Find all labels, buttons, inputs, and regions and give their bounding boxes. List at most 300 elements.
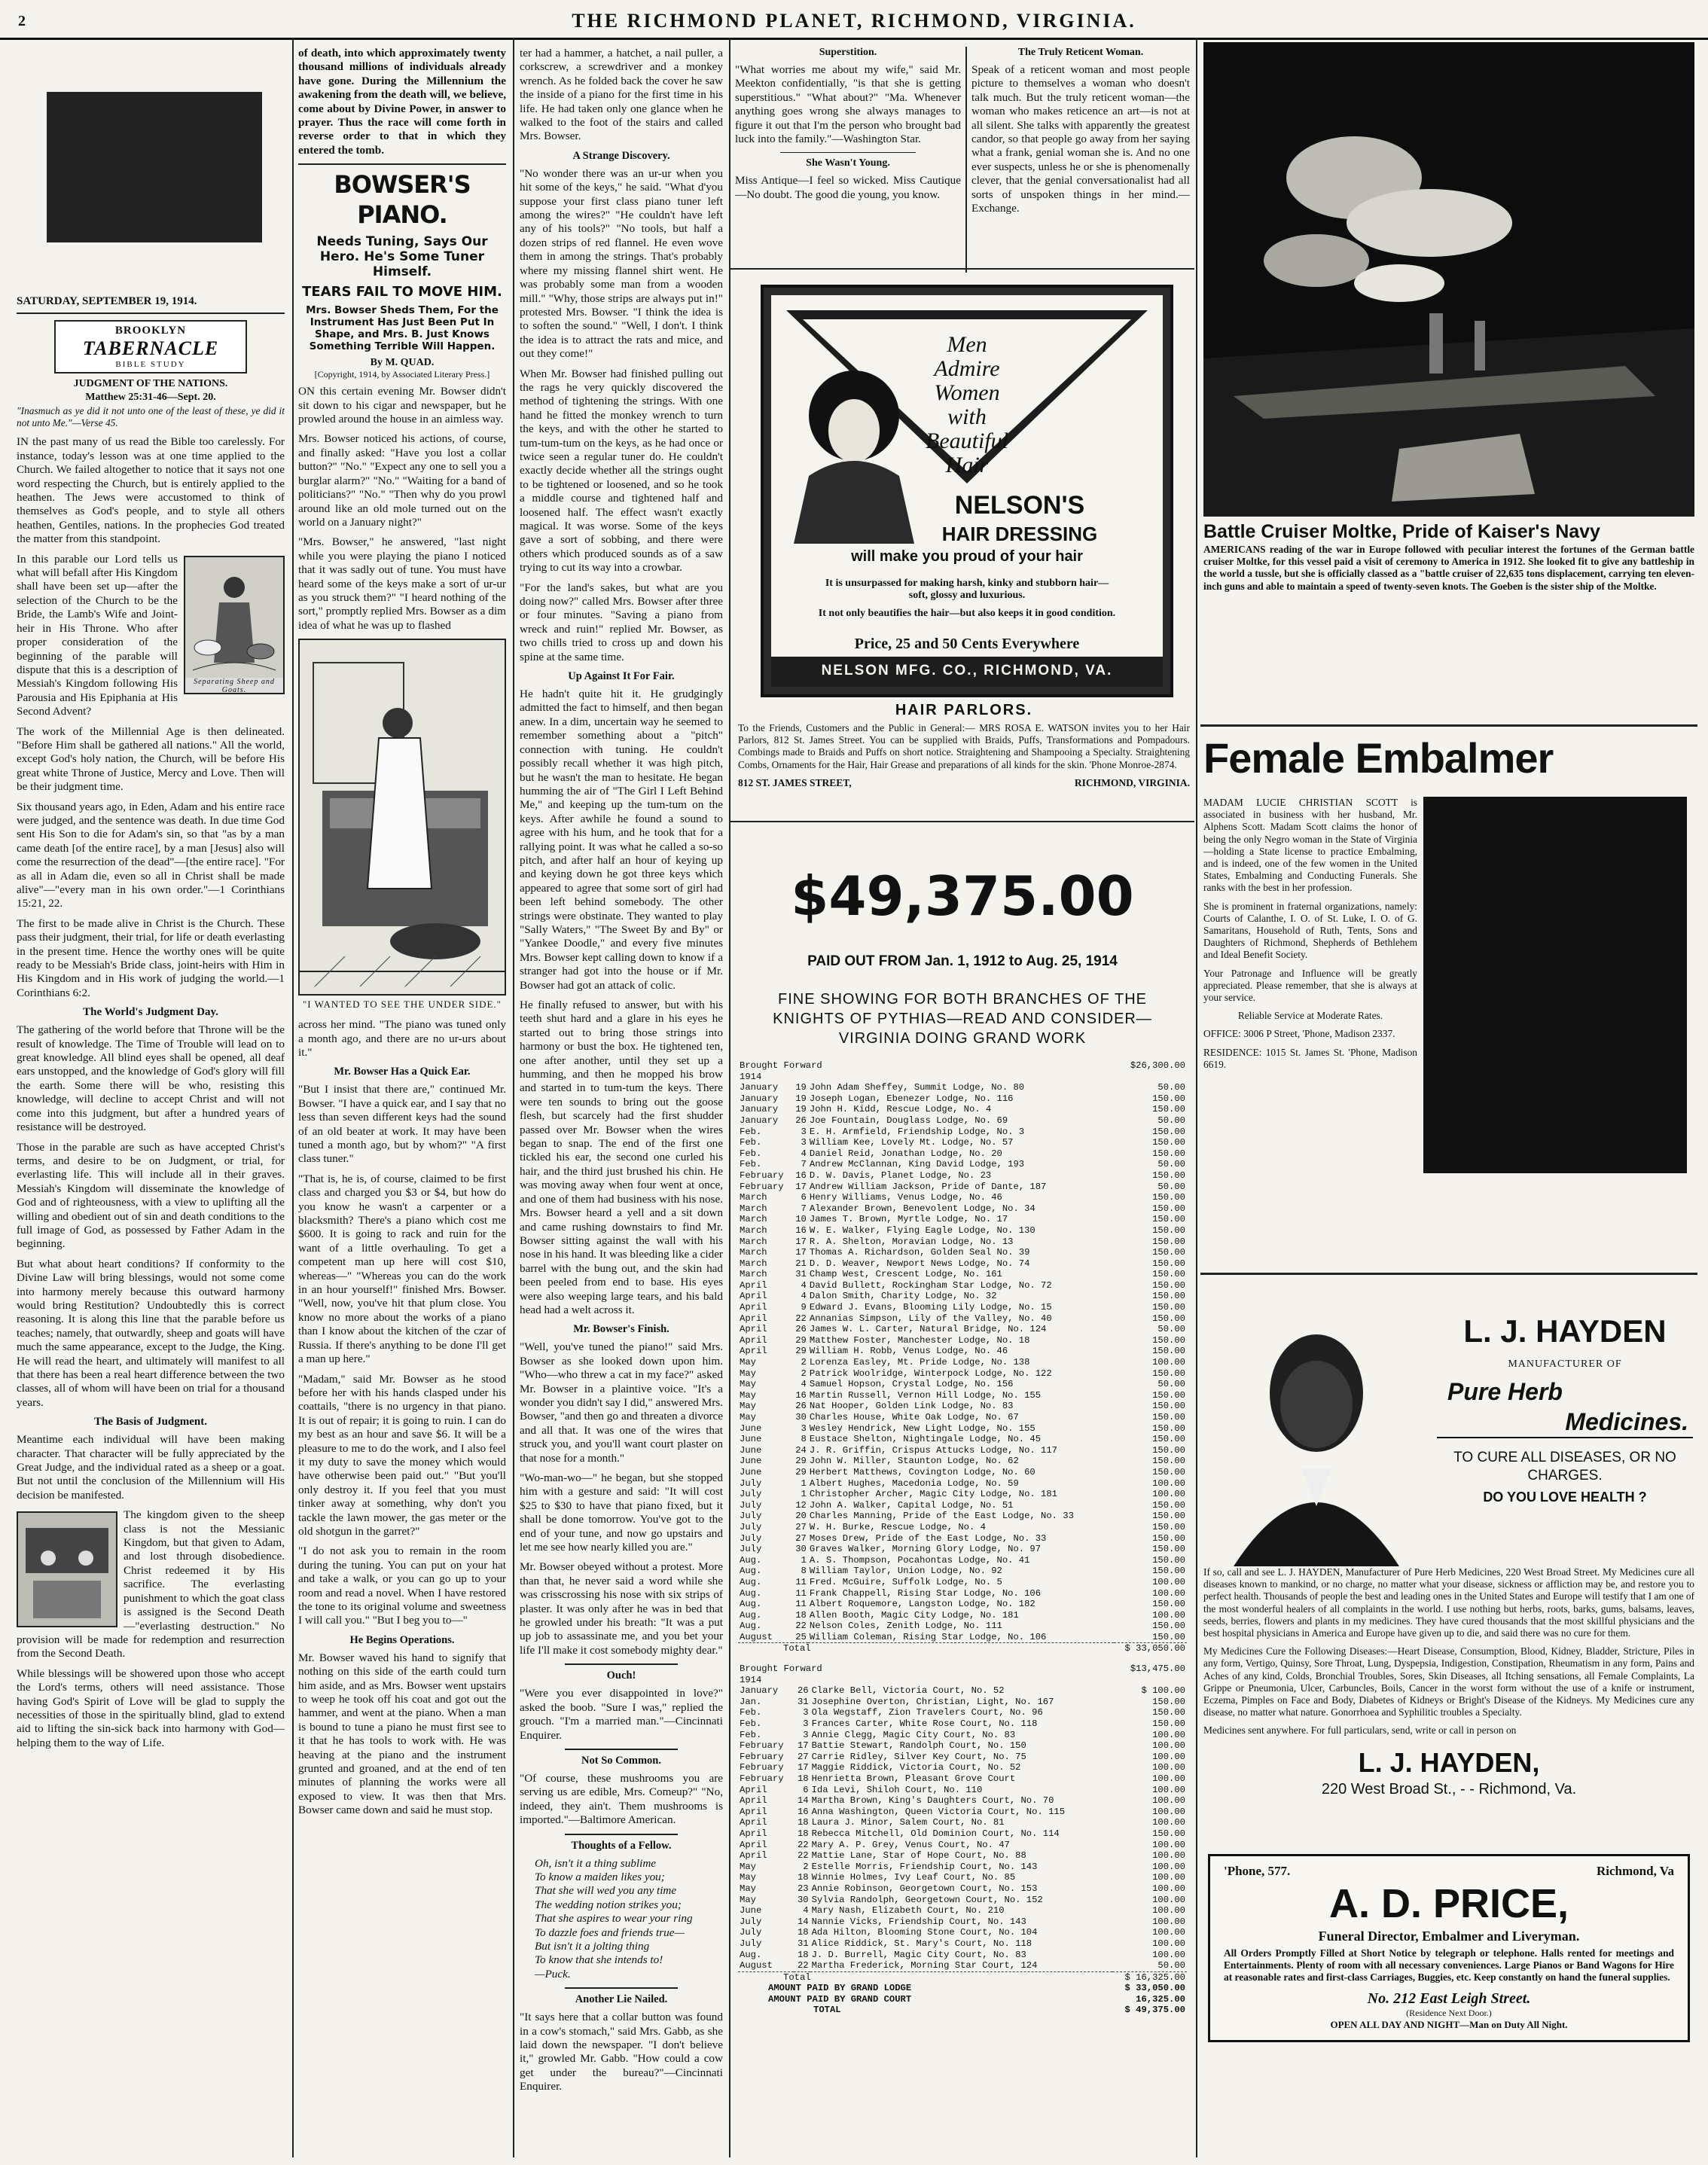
lodge-month: Aug. <box>740 1621 762 1632</box>
lodge-amount: 150.00 <box>1152 1214 1185 1225</box>
court-entry: Laura J. Minor, Salem Court, No. 81 <box>811 1817 1005 1828</box>
price-funeral-ad <box>1208 1854 1690 2042</box>
lodge-month: July <box>740 1489 762 1500</box>
sermon-paragraph: The gathering of the world before that Throne will be the result of knowledge. The Time of Trouble will lead on to great knowledge. All blind eyes shall be opened, all deaf ears unstopped, and the knowledge of God's glory will fill the earth. Some there will be who, resisting this knowledge, will decline to accept Christ and will not come into this judgment, but after a hundred years of resistance will be destroyed. <box>17 1023 285 1134</box>
lodge-month: Feb. <box>740 1148 762 1159</box>
court-entry: Mary Nash, Elizabeth Court, No. 210 <box>811 1905 1005 1916</box>
section-heading: The Basis of Judgment. <box>93 1416 208 1429</box>
masthead <box>0 0 1708 40</box>
lodge-day: 2 <box>801 1368 807 1379</box>
lodge-day: 3 <box>801 1126 807 1137</box>
lodge-month: May <box>740 1357 756 1368</box>
lodge-day: 19 <box>795 1093 807 1104</box>
section-heading: Thoughts of a Fellow. <box>571 1839 672 1852</box>
lodge-entry: Patrick Woolridge, Winterpock Lodge, No. 122 <box>809 1368 1052 1379</box>
article-deck: Needs Tuning, Says Our Hero. He's Some Tuner Himself. <box>316 234 488 280</box>
lodge-entry: John A. Walker, Capital Lodge, No. 51 <box>809 1499 1014 1511</box>
lodge-day: 11 <box>795 1599 807 1610</box>
ledger-forward-row <box>738 1060 1187 1072</box>
lodge-entry: Dalon Smith, Charity Lodge, No. 32 <box>809 1291 997 1302</box>
divider <box>565 1987 678 1989</box>
court-entry: Annie Clegg, Magic City Court, No. 83 <box>811 1729 1016 1740</box>
lodge-entry: Eustace Shelton, Nightingale Lodge, No. 45 <box>809 1434 1042 1445</box>
lodge-entry: Graves Walker, Morning Glory Lodge, No. 97 <box>809 1544 1042 1555</box>
court-month: February <box>740 1740 784 1752</box>
lodge-amount: 100.00 <box>1152 1609 1185 1621</box>
lodge-day: 20 <box>795 1511 807 1522</box>
court-amount: 100.00 <box>1152 1850 1185 1862</box>
court-entry: Josephine Overton, Christian, Light, No. 167 <box>811 1696 1054 1707</box>
article-paragraph: "For the land's sakes, but what are you doing now?" called Mrs. Bowser after three or four minutes. "Saving a piano from wreck and ruin!" replied Mr. Bowser, as two chills tried to cross up and down his spine at the same time. <box>520 581 723 663</box>
lodge-day: 16 <box>795 1224 807 1236</box>
lodge-entry: Charles Manning, Pride of the East Lodge, No. 33 <box>809 1511 1074 1522</box>
lodge-amount: 150.00 <box>1152 1521 1185 1532</box>
lodge-entry: William Taylor, Union Lodge, No. 92 <box>809 1566 1002 1577</box>
column-rule <box>1196 38 1197 2157</box>
hayden-name: L. J. HAYDEN <box>1463 1313 1667 1349</box>
lodge-row <box>738 1148 1187 1160</box>
sermon-paragraph: Six thousand years ago, in Eden, Adam and his entire race were judged, and the sentence was death. In due time God sent His Son to die for Adam's sin, so that "as by a man came death [of the entire race], by a man [Jesus] also will come the resurrection of the dead"—[the entire race]. "For as all in Adam die, even so all in Christ shall be made alive"—"every man in his own order."—1 Corinthians 15:21, 22. <box>17 800 285 910</box>
lodge-entry: R. A. Shelton, Moravian Lodge, No. 13 <box>809 1236 1014 1247</box>
lodge-row <box>738 1511 1187 1522</box>
lodge-row <box>738 1357 1187 1368</box>
lodge-row <box>738 1280 1187 1291</box>
lodge-amount: 150.00 <box>1152 1412 1185 1422</box>
illustration-caption: Separating Sheep and Goats. <box>194 677 275 694</box>
notice-address: 812 ST. JAMES STREET, <box>738 776 852 788</box>
lodge-row <box>738 1621 1187 1632</box>
lodge-amount: 100.00 <box>1152 1576 1185 1587</box>
lodge-entry: Herbert Matthews, Covington Lodge, No. 60 <box>809 1466 1035 1477</box>
lodge-month: January <box>740 1093 779 1104</box>
court-amount: 100.00 <box>1152 1916 1185 1927</box>
court-entry: Alice Riddick, St. Mary's Court, No. 118 <box>811 1938 1032 1949</box>
ledger-total-amount: $ 16,325.00 <box>1124 1971 1185 1983</box>
lodge-day: 16 <box>795 1389 807 1401</box>
court-month: April <box>740 1828 767 1839</box>
court-row <box>738 1740 1187 1752</box>
lodge-entry: Charles House, White Oak Lodge, No. 67 <box>809 1412 1019 1422</box>
nelson-hair-ad <box>761 285 1173 697</box>
court-day: 16 <box>797 1806 809 1817</box>
lodge-amount: 150.00 <box>1152 1599 1185 1610</box>
court-day: 22 <box>797 1850 809 1862</box>
column-rule <box>729 38 730 2157</box>
grand-lodge-amount: $ 33,050.00 <box>1124 1983 1185 1994</box>
lodge-month: July <box>740 1477 762 1489</box>
section-heading: Ouch! <box>606 1669 636 1682</box>
ad-company: NELSON MFG. CO., RICHMOND, VA. <box>821 663 1113 678</box>
court-day: 14 <box>797 1916 809 1927</box>
court-entry: Ola Wegstaff, Zion Travelers Court, No. 96 <box>811 1707 1043 1718</box>
lodge-month: January <box>740 1082 779 1093</box>
bottom-illustration <box>17 1511 117 1627</box>
lodge-amount: 150.00 <box>1152 1389 1185 1401</box>
sheep-goats-illustration <box>184 556 285 694</box>
court-row <box>738 1697 1187 1708</box>
sermon-paragraph: Those in the parable are such as have accepted Christ's terms, and desire to be on Judgment, or trial, for everlasting life. This will include all in their graves. Messiah's Kingdom will disseminate the knowledge of God and of righteousness, with a view to uplifting all the willing and obedient out of sin and death conditions to the full image of God, as possessed by Father Adam in the beginning. <box>17 1140 285 1251</box>
lodge-entry: A. S. Thompson, Pocahontas Lodge, No. 41 <box>809 1554 1030 1566</box>
court-entry: Martha Brown, King's Daughters Court, No. 70 <box>811 1795 1054 1807</box>
lodge-month: June <box>740 1434 762 1445</box>
section-heading: A Strange Discovery. <box>572 149 670 162</box>
lodge-day: 7 <box>801 1203 807 1214</box>
lodge-day: 29 <box>795 1346 807 1357</box>
court-day: 18 <box>797 1773 809 1784</box>
sermon-paragraph: In this parable our Lord tells us what will befall after His Kingdom shall have been set up—after the selection of the Church to be the Bride, the Lamb's Wife and Joint-heir in His Throne. Who after proper consideration of the beginning of the parable will dispute that this is a description of Messiah's Kingdom following His Parousia and His Epiphania at His Second Advent? <box>17 552 178 718</box>
lodge-day: 4 <box>801 1291 807 1302</box>
court-amount: 100.00 <box>1152 1762 1185 1773</box>
ledger-year: 1914 <box>740 1674 762 1685</box>
lodge-day: 11 <box>795 1587 807 1599</box>
lodge-row <box>738 1467 1187 1478</box>
lodge-row <box>738 1390 1187 1401</box>
article-paragraph: "What worries me about my wife," said Mr. Meekton confidentially, "is that she is getting superstitious." "What about?" "Ma. Whenever anything goes wrong she always manages to figure it out that I'm the person who brought bad luck into the family."—Washington Star. <box>735 63 961 146</box>
court-row <box>738 1883 1187 1895</box>
lodge-month: April <box>740 1291 767 1302</box>
hayden-manufacturer: MANUFACTURER OF <box>1508 1358 1622 1370</box>
court-month: May <box>740 1883 756 1894</box>
lodge-row <box>738 1379 1187 1390</box>
lodge-amount: 50.00 <box>1157 1181 1185 1192</box>
lodge-day: 21 <box>795 1258 807 1269</box>
article-paragraph: Mr. Bowser waved his hand to signify that nothing on this side of the earth could turn him aside, and as Mrs. Bowser went upstairs to weep he took off his coat and got out the hammer, and went at the piano. When a man is bound to tune a piano he must first see to it that he has tools to work with. He was heaving at the piano and the instrument grunted and groaned, and at the end of ten minutes of planning the works were all exposed to view. It was then that Mrs. Bowser came down and said he must stop. <box>298 1651 506 1817</box>
court-amount: 100.00 <box>1152 1883 1185 1894</box>
ledger-total-row <box>738 1643 1187 1654</box>
lodge-amount: 150.00 <box>1152 1368 1185 1379</box>
lodge-day: 29 <box>795 1466 807 1477</box>
price-address: No. 212 East Leigh Street. <box>1367 1990 1531 2007</box>
lodge-amount: 100.00 <box>1152 1489 1185 1500</box>
sermon-paragraph: But what about heart conditions? If conformity to the Divine Law will bring blessings, would not some come into harmony merely because this outward harmony would bring Restitution? Undoubtedly this is correct reasoning. It is along this line that the parable before us teaches; namely, that outwardly, sheep and goats will have much the same appearance, except to the Judge, the King. He will read the heart, and ultimately will manifest to all that there has been a real heart difference between the two classes, all of whom will have been on trial for a thousand years. <box>17 1257 285 1409</box>
moltke-photo <box>1203 42 1694 517</box>
court-amount: 100.00 <box>1152 1861 1185 1872</box>
lodge-entry: Fred. McGuire, Suffolk Lodge, No. 5 <box>809 1576 1002 1587</box>
sermon-paragraph: While blessings will be showered upon those who accept the Lord's terms, others will need assistance. Those having God's Spirit of Love will be glad to supply the necessities of those in the spiritually blind, glad to extend aid to lifting the sin-sick back into harmony with God—helping them to the way of Life. <box>17 1666 285 1749</box>
court-entry: Nannie Vicks, Friendship Court, No. 143 <box>811 1916 1026 1927</box>
lodge-row <box>738 1159 1187 1170</box>
notice-body: To the Friends, Customers and the Public in General:— MRS ROSA E. WATSON invites you to her Hair Parlors, 812 St. James Street. You can be supplied with Braids, Puffs, Transformations and Pompadours. Combings made to Braids and Puffs on short notice. Straightening and Shampooing a Specialty. Straightening Combs, Ornaments for the Hair, Hair Grease and preparations of all kinds for the skin. 'Phone Monroe-2874. <box>738 722 1190 770</box>
section-heading: The Truly Reticent Woman. <box>1017 47 1144 58</box>
lodge-amount: 150.00 <box>1152 1247 1185 1258</box>
sermon-paragraph: The work of the Millennial Age is then delineated. "Before Him shall be gathered all nations." All the world, except God's holy nation, the Church, will be before His great white Throne of Justice, Mercy and Love. Then will be their judgment time. <box>17 724 285 794</box>
poem: Oh, isn't it a thing sublime To know a maiden likes you; That she will wed you any time The wedding notion strikes you; That she aspires to wear your ring To dazzle foes and friends true— But isn't it a jolting thing To know that she intends to! —Puck. <box>535 1856 693 1981</box>
court-month: April <box>740 1839 767 1850</box>
lodge-row <box>738 1346 1187 1357</box>
embalmer-office: OFFICE: 3006 P Street, 'Phone, Madison 2337. <box>1203 1028 1395 1040</box>
court-day: 26 <box>797 1685 809 1697</box>
column-1 <box>17 47 285 2157</box>
court-row <box>738 1730 1187 1741</box>
lodge-amount: 150.00 <box>1152 1291 1185 1302</box>
column-3 <box>520 47 723 2157</box>
lodge-entry: Andrew McClannan, King David Lodge, 193 <box>809 1159 1025 1170</box>
lodge-row <box>738 1500 1187 1511</box>
lodge-month: March <box>740 1236 767 1247</box>
lodge-month: July <box>740 1521 762 1532</box>
lodge-entry: W. E. Walker, Flying Eagle Lodge, No. 130 <box>809 1224 1035 1236</box>
article-paragraph: ON this certain evening Mr. Bowser didn't sit down to his cigar and newspaper, but he prowled around the house in an aimless way. <box>298 385 506 426</box>
lodge-amount: 150.00 <box>1152 1566 1185 1577</box>
ad-brand: NELSON'S <box>954 491 1085 520</box>
masthead-title: THE RICHMOND PLANET, RICHMOND, VIRGINIA. <box>572 10 1136 32</box>
embalmer-paragraph: Reliable Service at Moderate Rates. <box>1237 1010 1383 1022</box>
lodge-entry: Wesley Hendrick, New Light Lodge, No. 155 <box>809 1422 1035 1434</box>
ledger-forward-label: Brought Forward <box>740 1060 822 1071</box>
lodge-day: 30 <box>795 1544 807 1555</box>
ledger-forward-amount: $13,475.00 <box>1130 1663 1185 1675</box>
notice-city: RICHMOND, VIRGINIA. <box>1074 776 1190 788</box>
lodge-amount: 100.00 <box>1152 1477 1185 1489</box>
article-paragraph: "Of course, these mushrooms you are serving us are edible, Mrs. Comeup?" "No, indeed, they ain't. Them mushrooms is imported."—Baltimore American. <box>520 1771 723 1827</box>
lodge-entry: Martin Russell, Vernon Hill Lodge, No. 155 <box>809 1389 1042 1401</box>
article-paragraph: "No wonder there was an ur-ur when you hit some of the keys," he said. "What d'you suppose your first class piano tuner left among the wires?" "He couldn't have left any of his tools?" "No tools, but half a dozen strips of red flannel. He even wove them in among the strings. That's probably where my missing flannel shirt went. He was probably some man from a wooden mill." "Why, those strips are always put in!" protested Mrs. Bowser. "I think the idea is to soften the sound." "Well, I don't. I think the idea is to attract the rats and mice, and out they come!" <box>520 166 723 361</box>
divider <box>730 821 1194 822</box>
lodge-amount: 150.00 <box>1152 1279 1185 1291</box>
lodge-amount: 150.00 <box>1152 1148 1185 1159</box>
lodge-day: 31 <box>795 1269 807 1280</box>
section-heading: The World's Judgment Day. <box>83 1006 218 1019</box>
lodge-amount: 150.00 <box>1152 1456 1185 1467</box>
sermon-paragraph: IN the past many of us read the Bible too carelessly. For instance, today's lesson was at one time applied to the Church. We failed altogether to notice that it says not one word respecting the Church, but is entirely applied to the heathen. The Jews were accustomed to think of themselves as God's people, and to style all others heathen, Gentiles, nations. In the prophecies God treated the matter from this standpoint. <box>17 435 285 546</box>
report-amount: $49,375.00 <box>791 864 1134 928</box>
hayden-medicines: Medicines. <box>1437 1407 1693 1438</box>
lodge-day: 26 <box>795 1115 807 1126</box>
lodge-month: June <box>740 1444 762 1456</box>
lodge-row <box>738 1291 1187 1302</box>
ad-price: Price, 25 and 50 Cents Everywhere <box>854 636 1080 652</box>
lodge-day: 16 <box>795 1169 807 1181</box>
article-paragraph: Mrs. Bowser noticed his actions, of course, and finally asked: "Have you lost a collar button?" "No." "Expect any one to sell you a burglar alarm?" "No." "Waiting for a band of politicians?" "No." "Then why do you prowl around like an old mole turned out on the world on a January night?" <box>298 432 506 529</box>
article-headline: BOWSER'S PIANO. <box>334 170 471 230</box>
lodge-day: 9 <box>801 1302 807 1313</box>
court-row <box>738 1916 1187 1928</box>
lodge-amount: 150.00 <box>1152 1346 1185 1357</box>
court-amount: 100.00 <box>1152 1751 1185 1762</box>
lodge-amount: 150.00 <box>1152 1269 1185 1280</box>
hayden-paragraph: If so, call and see L. J. HAYDEN, Manufacturer of Pure Herb Medicines, 220 West Broad Street. My Medicines cure all diseases known to mankind, or no charge, no matter what your disease, sickness or affliction may be, and restore you to perfect health. Thousands of people the best and leading ones in the United States and Europe will testify that I am one of the most wonderful healers of all complaints in the world. I use nothing but herbs, roots, barks, gums, balsams, leaves, seeds, berries, flowers and plants in my medicines. They have cured thousands that the most skillful physicians and the best hospital physicians in America and Europe have given up to die, and said there was no cure for them. <box>1203 1566 1694 1639</box>
lodge-amount: 150.00 <box>1152 1544 1185 1555</box>
court-row <box>738 1828 1187 1840</box>
lodge-amount: 150.00 <box>1152 1422 1185 1434</box>
lodge-month: May <box>740 1412 756 1422</box>
court-day: 2 <box>803 1861 809 1872</box>
lodge-day: 27 <box>795 1521 807 1532</box>
dateline: SATURDAY, SEPTEMBER 19, 1914. <box>17 295 197 307</box>
court-row <box>738 1905 1187 1916</box>
court-month: Feb. <box>740 1707 762 1718</box>
lodge-month: Feb. <box>740 1126 762 1137</box>
lodge-row <box>738 1533 1187 1544</box>
court-row <box>738 1872 1187 1883</box>
ledger-total-label: Total <box>783 1643 811 1654</box>
court-row <box>738 1927 1187 1938</box>
lodge-amount: 150.00 <box>1152 1137 1185 1148</box>
lodge-entry: William H. Robb, Venus Lodge, No. 46 <box>809 1346 1008 1357</box>
court-entry: J. D. Burrell, Magic City Court, No. 83 <box>811 1949 1026 1960</box>
embalmer-title: Female Embalmer <box>1203 734 1554 782</box>
lodge-amount: 150.00 <box>1152 1631 1185 1642</box>
lodge-entry: D. D. Weaver, Newport News Lodge, No. 74 <box>809 1258 1030 1269</box>
court-row <box>738 1752 1187 1763</box>
court-month: July <box>740 1916 762 1927</box>
hayden-name-footer: L. J. HAYDEN, <box>1358 1746 1540 1778</box>
lodge-month: March <box>740 1203 767 1214</box>
sermon-paragraph: The first to be made alive in Christ is the Church. These pass their judgment, their trial, for life or death everlasting in the present time. Hence the worthy ones will be quite ready to be Messiah's Bride class, joint-heirs with Him in His Kingdom and in His work of judging the world.—1 Corinthians 6:2. <box>17 916 285 999</box>
lodge-row <box>738 1115 1187 1127</box>
lodge-month: January <box>740 1104 779 1115</box>
ad-headline: Men Admire Women with Beautiful Hair <box>926 332 1008 477</box>
lodge-day: 25 <box>795 1631 807 1642</box>
lodge-amount: 150.00 <box>1152 1511 1185 1522</box>
lodge-row <box>738 1313 1187 1325</box>
court-entry: Battie Stewart, Randolph Court, No. 150 <box>811 1740 1026 1752</box>
ledger-forward-row <box>738 1663 1187 1675</box>
lodge-day: 22 <box>795 1313 807 1324</box>
lodge-amount: 150.00 <box>1152 1302 1185 1313</box>
court-amount: 150.00 <box>1152 1696 1185 1707</box>
court-day: 14 <box>797 1795 809 1807</box>
price-body: All Orders Promptly Filled at Short Notice by telegraph or telephone. Halls rented for meetings and Entertainments. Plenty of room with all necessary conveniences. Large Pianos or Band Wagons for Hire at reasonable rates and first-class Carriages, Buggies, etc. Keep constantly on hand the funeral supplies. <box>1224 1947 1674 1984</box>
lodge-entry: W. H. Burke, Rescue Lodge, No. 4 <box>809 1521 986 1532</box>
court-month: April <box>740 1817 767 1828</box>
court-day: 31 <box>797 1696 809 1707</box>
section-heading: She Wasn't Young. <box>806 157 890 169</box>
lodge-entry: Joe Fountain, Douglass Lodge, No. 69 <box>809 1115 1008 1126</box>
lodge-day: 2 <box>801 1357 807 1368</box>
lodge-amount: 150.00 <box>1152 1401 1185 1412</box>
lodge-amount: 150.00 <box>1152 1126 1185 1137</box>
column-5-top <box>971 47 1190 273</box>
court-row <box>738 1795 1187 1807</box>
lodge-amount: 150.00 <box>1152 1532 1185 1544</box>
lodge-entry: Lorenza Easley, Mt. Pride Lodge, No. 138 <box>809 1357 1030 1368</box>
lodge-month: March <box>740 1247 767 1258</box>
lodge-row <box>738 1423 1187 1435</box>
article-paragraph: across her mind. "The piano was tuned only a month ago, and there are no ur-urs about it." <box>298 1018 506 1059</box>
price-name: A. D. PRICE, <box>1328 1881 1569 1926</box>
ad-product: HAIR DRESSING <box>941 523 1098 545</box>
court-month: February <box>740 1751 784 1762</box>
hair-parlors-notice <box>738 702 1190 815</box>
lodge-day: 10 <box>795 1214 807 1225</box>
ad-tagline: will make you proud of your hair <box>851 548 1083 565</box>
lodge-row <box>738 1082 1187 1093</box>
court-entry: Ada Hilton, Blooming Stone Court, No. 104 <box>811 1927 1038 1938</box>
court-day: 6 <box>803 1784 809 1795</box>
court-day: 18 <box>797 1817 809 1828</box>
lodge-month: Feb. <box>740 1159 762 1170</box>
price-title: Funeral Director, Embalmer and Liveryman. <box>1318 1929 1580 1944</box>
lodge-month: July <box>740 1544 762 1555</box>
divider <box>780 152 916 153</box>
lodge-entry: Alexander Brown, Benevolent Lodge, No. 34 <box>809 1203 1035 1214</box>
lodge-day: 26 <box>795 1401 807 1412</box>
courts-ledger <box>738 1663 1187 2016</box>
article-paragraph: "That is, he is, of course, claimed to be first class and charged you $3 or $4, but how do you know he wasn't a carpenter or a blacksmith? There's a piano which cost me $600. It is going to rack and ruin for the want of a little overhauling. To get a competent man up here will cost $10, whereas—" "Whereas you can do the work in an hour yourself!" finished Mrs. Bowser. "Well, now, you've hit that plum close. You know no more about the works of a piano than I know about the kitchen of the czar of Russia. If there's anything to be done I'll get a man up here." <box>298 1172 506 1366</box>
sermon-paragraph: The kingdom given to the sheep class is not the Messianic Kingdom, but that given to Adam, and lost through disobedience. Christ redeemed it by His sacrifice. The everlasting punishment to which the goat class is assigned is the Second Death—"everlasting destruction." No provision will be made for redemption and resurrection from the Second Death. <box>17 1508 285 1660</box>
court-day: 3 <box>803 1729 809 1740</box>
lodge-day: 6 <box>801 1192 807 1203</box>
notice-title: HAIR PARLORS. <box>895 702 1033 718</box>
lodge-amount: 150.00 <box>1152 1334 1185 1346</box>
lodge-amount: 50.00 <box>1157 1159 1185 1170</box>
lodge-month: March <box>740 1214 767 1225</box>
lodge-row <box>738 1434 1187 1445</box>
lodge-row <box>738 1170 1187 1182</box>
ledger-total-amount: $ 33,050.00 <box>1124 1643 1185 1654</box>
court-amount: 100.00 <box>1152 1949 1185 1960</box>
article-paragraph: Mr. Bowser obeyed without a protest. More than that, he never said a word while she was crisscrossing his nose with six strips of plaster. It was only after he was in bed that he growled under his breath: "It was a put up job to assassinate me, and you bet your life I'll make it cost somebody mighty dear." <box>520 1560 723 1657</box>
court-row <box>738 1707 1187 1718</box>
article-paragraph: "It says here that a collar button was found in a cow's stomach," said Mrs. Gabb, as she laid down the newspaper. "I don't believe it," growled Mr. Gabb. "How could a cow get under the bureau?"—Cincinnati Enquirer. <box>520 2011 723 2093</box>
court-amount: 150.00 <box>1152 1707 1185 1718</box>
article-paragraph: "But I insist that there are," continued Mr. Bowser. "I have a quick ear, and I say that no less than seven different keys had the sound of an old beater at work. It may have been tuned a month ago, but by whom?" "A first class tuner." <box>298 1083 506 1166</box>
lodge-day: 17 <box>795 1181 807 1192</box>
lodge-amount: 150.00 <box>1152 1192 1185 1203</box>
court-row <box>738 1950 1187 1961</box>
lodge-amount: 50.00 <box>1157 1115 1185 1126</box>
lodge-entry: William Kee, Lovely Mt. Lodge, No. 57 <box>809 1137 1014 1148</box>
lodge-month: April <box>740 1334 767 1346</box>
embalmer-paragraph: She is prominent in fraternal organizations, namely: Courts of Calanthe, I. O. of St. Luke, I. O. of G. Samaritans, Household of Ruth, Tents, Sons and Daughters of Richmond, Shepherds of Bethlehem and Ideal Benefit Society. <box>1203 900 1417 961</box>
lodge-month: April <box>740 1302 767 1313</box>
lodge-amount: 150.00 <box>1152 1258 1185 1269</box>
court-day: 17 <box>797 1740 809 1752</box>
ledger-year: 1914 <box>740 1071 762 1082</box>
grand-lodge-row <box>738 1983 1187 1994</box>
lodge-row <box>738 1225 1187 1236</box>
lodge-day: 1 <box>801 1489 807 1500</box>
court-amount: 50.00 <box>1157 1960 1185 1971</box>
court-month: Feb. <box>740 1718 762 1730</box>
lodge-month: August <box>740 1631 773 1642</box>
lodge-entry: J. R. Griffin, Crispus Attucks Lodge, No. 117 <box>809 1444 1057 1456</box>
court-month: April <box>740 1806 767 1817</box>
lodge-day: 1 <box>801 1477 807 1489</box>
court-month: February <box>740 1773 784 1784</box>
court-amount: 100.00 <box>1152 1927 1185 1938</box>
court-month: Feb. <box>740 1729 762 1740</box>
lodge-entry: Frank Chappell, Rising Star Lodge, No. 106 <box>809 1587 1042 1599</box>
court-month: June <box>740 1905 762 1916</box>
lodge-day: 30 <box>795 1412 807 1422</box>
court-row <box>738 1895 1187 1906</box>
grand-court-label: AMOUNT PAID BY GRAND COURT <box>768 1993 912 2005</box>
lodge-entry: Moses Drew, Pride of the East Lodge, No. 33 <box>809 1532 1047 1544</box>
grand-court-row <box>738 1994 1187 2005</box>
lodge-month: March <box>740 1192 767 1203</box>
court-entry: Rebecca Mitchell, Old Dominion Court, No. 114 <box>811 1828 1060 1839</box>
article-paragraph: He finally refused to answer, but with his teeth shut hard and a glare in his eyes he started out to bring those strings into harmony or bust the box. He tightened ten, one after another, until they set up a humming, and then he mopped his brow and started in to tum-tum the keys. There were ten sounds to bring out the goose flesh, but scarcely had the first shudder passed over Mr. Bowser when the wires began to snap. The end of the first one tickled his ear, the second one curled his hair, and the third just brushed his chin. He was moving away when four went at once, and one of them had business with his nose. Mrs. Bowser heard a yell and a sit down and came rushing downstairs to find Mr. Bowser sitting against the wall with his nose in his hand. It was bleeding like a cider barrel with the bung out, and the skin had been peeled from end to base. His eyes were also weeping large tears, and his bald head had a welt across it. <box>520 999 723 1316</box>
lodge-amount: 50.00 <box>1157 1379 1185 1390</box>
sermon-paragraph: Meantime each individual will have been making character. That character will be fully appreciated by the Great Judge, and the individual rated as a sheep or a goat. But not until the conclusion of the Millennium will His decision be manifested. <box>17 1433 285 1502</box>
lodge-row <box>738 1127 1187 1138</box>
lodge-entry: Thomas A. Richardson, Golden Seal No. 39 <box>809 1247 1030 1258</box>
column-rule <box>965 47 967 273</box>
lodge-entry: Edward J. Evans, Blooming Lily Lodge, No. 15 <box>809 1302 1052 1313</box>
lodge-month: April <box>740 1313 767 1324</box>
court-day: 18 <box>797 1872 809 1883</box>
hayden-pure-herb: Pure Herb <box>1447 1378 1563 1405</box>
lodge-day: 19 <box>795 1082 807 1093</box>
ledger-forward-label: Brought Forward <box>740 1663 822 1675</box>
article-paragraph: "Madam," said Mr. Bowser as he stood before her with his hands clasped under his coattails, "there is no urgency in that piano. It is out of repair; it is going to ruin. I can do my best as an hour and save $6. It will be a pleasure to me to do the work, and I also feel it my duty to save the money which would have otherwise been paid out." "But you'll only destroy it. If you feel that you must tinker away at something, why don't you tackle the lawn mower, the gas meter or the old shotgun in the garret?" <box>298 1372 506 1538</box>
lodge-entry: D. W. Davis, Planet Lodge, No. 23 <box>809 1169 992 1181</box>
lodge-month: July <box>740 1511 762 1522</box>
lodge-amount: 100.00 <box>1152 1357 1185 1368</box>
lodge-row <box>738 1368 1187 1380</box>
